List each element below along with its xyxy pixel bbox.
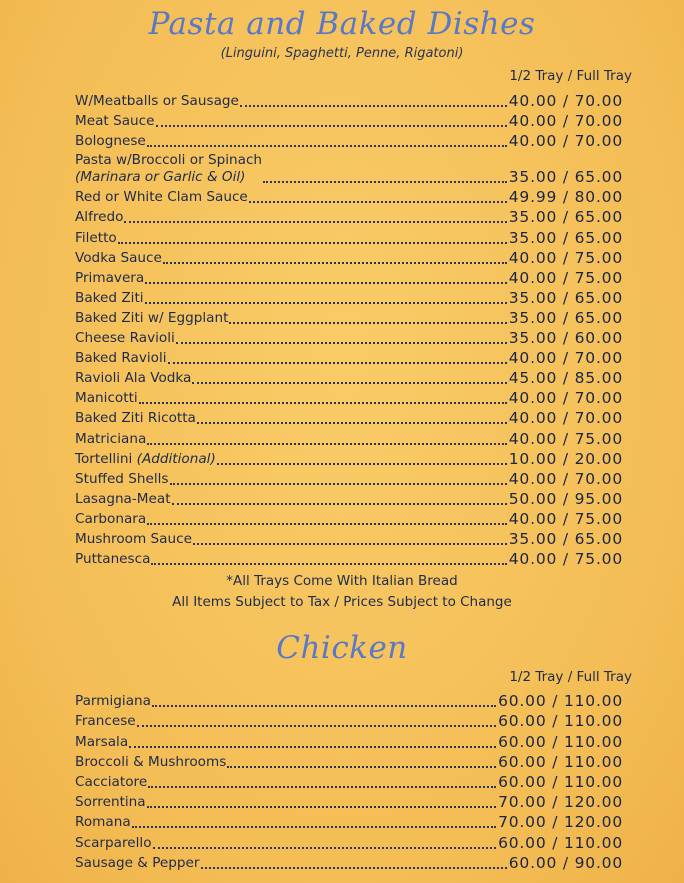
- menu-item-name-text: Bolognese: [75, 133, 146, 150]
- menu-item-price: 70.00 / 120.00: [498, 793, 623, 812]
- menu-item-row: [75, 407, 623, 427]
- menu-item-name-text: Sausage & Pepper: [75, 854, 200, 871]
- menu-item-price: 60.00 / 110.00: [498, 712, 623, 731]
- menu-item-price: 40.00 / 75.00: [508, 550, 623, 569]
- menu-item-name-text: Matriciana: [75, 430, 147, 447]
- menu-item-name: [75, 431, 146, 448]
- dot-leader: [118, 242, 507, 244]
- pasta-tray-header: 1/2 Tray / Full Tray: [509, 68, 632, 84]
- menu-item-price: 60.00 / 90.00: [508, 853, 623, 872]
- menu-item-price: 35.00 / 60.00: [508, 329, 623, 348]
- dot-leader: [147, 523, 507, 525]
- menu-item-row: [75, 710, 623, 730]
- menu-item-name-text: Broccoli & Mushrooms: [75, 753, 227, 770]
- menu-item-price: 40.00 / 70.00: [508, 469, 623, 488]
- menu-item-name: [75, 310, 228, 327]
- menu-item-row: [75, 150, 623, 186]
- dot-leader: [151, 563, 506, 565]
- menu-item-row: [75, 186, 623, 206]
- menu-item-name: [75, 551, 150, 568]
- menu-item-price: 40.00 / 75.00: [508, 429, 623, 448]
- menu-item-price: 35.00 / 65.00: [508, 288, 623, 307]
- chicken-tray-header: 1/2 Tray / Full Tray: [509, 669, 632, 685]
- menu-item-name-text: Baked Ziti w/ Eggplant: [75, 309, 229, 326]
- menu-item-row: [75, 387, 623, 407]
- dot-leader: [153, 847, 497, 849]
- menu-item-name-text: Baked Ziti Ricotta: [75, 410, 196, 427]
- menu-item-name: [75, 451, 216, 468]
- menu-item-row: [75, 247, 623, 267]
- menu-item-name-text: Vodka Sauce: [75, 249, 162, 266]
- menu-item-name: [75, 189, 248, 206]
- menu-item-row: [75, 367, 623, 387]
- dot-leader: [197, 422, 507, 424]
- pasta-section-subtitle: (Linguini, Spaghetti, Penne, Rigatoni): [220, 46, 464, 61]
- menu-item-name: [75, 855, 200, 872]
- menu-item-row: [75, 508, 623, 528]
- menu-item-name-text: Primavera: [75, 269, 145, 286]
- dot-leader: [139, 402, 507, 404]
- menu-item-name-text: Manicotti: [75, 390, 138, 407]
- menu-item-name: [75, 734, 128, 751]
- menu-item-name-text: Pasta w/Broccoli or Spinach: [75, 152, 263, 169]
- menu-item-name: [75, 693, 151, 710]
- menu-item-price: 40.00 / 70.00: [508, 92, 623, 111]
- menu-item-row: [75, 110, 623, 130]
- menu-item-name-text: Marsala: [75, 733, 129, 750]
- menu-item-name: [75, 835, 152, 852]
- menu-item-name: [75, 774, 147, 791]
- dot-leader: [147, 806, 496, 808]
- menu-item-row: [75, 448, 623, 468]
- menu-item-name: [75, 133, 146, 150]
- menu-item-row: [75, 730, 623, 750]
- menu-item-price: 49.99 / 80.00: [508, 188, 623, 207]
- menu-item-name: [75, 113, 155, 130]
- menu-item-price: 40.00 / 70.00: [508, 349, 623, 368]
- dot-leader: [227, 766, 496, 768]
- menu-item-price: 70.00 / 120.00: [498, 813, 623, 832]
- menu-item-row: [75, 327, 623, 347]
- menu-item-row: [75, 206, 623, 226]
- menu-item-row: [75, 307, 623, 327]
- menu-item-name-text: Scarparello: [75, 834, 152, 851]
- menu-item-name-text: Filetto: [75, 229, 117, 246]
- menu-item-name-text: Parmigiana: [75, 693, 151, 710]
- pasta-section-title: Pasta and Baked Dishes: [148, 6, 536, 42]
- menu-item-name-text: Cheese Ravioli: [75, 330, 175, 347]
- menu-item-row: [75, 771, 623, 791]
- menu-item-name-text: Baked Ziti: [75, 289, 144, 306]
- dot-leader: [249, 201, 507, 203]
- menu-item-name: [75, 754, 226, 771]
- menu-item-price: 40.00 / 75.00: [508, 509, 623, 528]
- menu-item-name-text: Alfredo: [75, 209, 124, 226]
- menu-item-name: [75, 93, 239, 110]
- menu-item-name-text: Mushroom Sauce: [75, 530, 192, 547]
- dot-leader: [148, 786, 496, 788]
- menu-item-name-text: Meat Sauce: [75, 113, 155, 130]
- menu-item-price: 40.00 / 70.00: [508, 112, 623, 131]
- chicken-section-title: Chicken: [276, 630, 408, 666]
- menu-item-price: 60.00 / 110.00: [498, 752, 623, 771]
- menu-item-name: [75, 410, 196, 427]
- dot-leader: [163, 262, 507, 264]
- menu-item-row: [75, 267, 623, 287]
- menu-item-name-detail: (Marinara or Garlic & Oil): [75, 169, 246, 186]
- menu-item-row: [75, 130, 623, 150]
- menu-item-name: [75, 250, 162, 267]
- dot-leader: [263, 181, 507, 183]
- menu-item-price: 50.00 / 95.00: [508, 489, 623, 508]
- dot-leader: [170, 483, 507, 485]
- menu-item-price: 40.00 / 70.00: [508, 409, 623, 428]
- menu-item-name-text: Ravioli Ala Vodka: [75, 370, 192, 387]
- menu-item-row: [75, 690, 623, 710]
- menu-item-name: [75, 531, 192, 548]
- tax-note: All Items Subject to Tax / Prices Subject to Change: [172, 594, 512, 610]
- dot-leader: [152, 705, 496, 707]
- menu-item-name-text: Carbonara: [75, 510, 147, 527]
- menu-item-name-text: Sorrentina: [75, 794, 146, 811]
- menu-item-name: [75, 370, 191, 387]
- menu-item-name-text: Puttanesca: [75, 551, 151, 568]
- menu-item-row: [75, 90, 623, 110]
- menu-item-row: [75, 287, 623, 307]
- dot-leader: [132, 826, 496, 828]
- menu-item-name-text: Tortellini: [75, 450, 133, 467]
- bread-note: *All Trays Come With Italian Bread: [226, 573, 458, 589]
- menu-item-name: [75, 390, 138, 407]
- dot-leader: [156, 125, 507, 127]
- menu-item-row: [75, 347, 623, 367]
- menu-item-price: 35.00 / 65.00: [508, 228, 623, 247]
- menu-item-name: [75, 330, 175, 347]
- menu-item-price: 60.00 / 110.00: [498, 732, 623, 751]
- menu-item-name: [75, 713, 136, 730]
- dot-leader: [201, 867, 507, 869]
- menu-item-price: 35.00 / 65.00: [508, 168, 623, 187]
- menu-item-row: [75, 548, 623, 568]
- menu-item-name: [75, 471, 169, 488]
- menu-item-name: [75, 270, 144, 287]
- dot-leader: [145, 302, 507, 304]
- menu-item-name-text: Romana: [75, 814, 131, 831]
- menu-item-price: 60.00 / 110.00: [498, 833, 623, 852]
- dot-leader: [147, 443, 506, 445]
- menu-item-name-text: Lasagna-Meat: [75, 490, 171, 507]
- menu-item-row: [75, 226, 623, 246]
- dot-leader: [229, 322, 506, 324]
- menu-item-row: [75, 831, 623, 851]
- dot-leader: [168, 362, 507, 364]
- menu-item-price: 60.00 / 110.00: [498, 772, 623, 791]
- dot-leader: [192, 382, 506, 384]
- menu-item-name: [75, 230, 117, 247]
- menu-item-name: [75, 350, 167, 367]
- menu-item-name: [75, 511, 146, 528]
- menu-item-price: 35.00 / 65.00: [508, 208, 623, 227]
- menu-item-row: [75, 791, 623, 811]
- dot-leader: [217, 463, 507, 465]
- menu-item-price: 60.00 / 110.00: [498, 692, 623, 711]
- menu-item-price: 10.00 / 20.00: [508, 449, 623, 468]
- dot-leader: [124, 221, 506, 223]
- dot-leader: [172, 503, 507, 505]
- dot-leader: [137, 725, 496, 727]
- menu-item-price: 35.00 / 65.00: [508, 308, 623, 327]
- menu-item-price: 40.00 / 70.00: [508, 389, 623, 408]
- menu-item-row: [75, 852, 623, 872]
- menu-item-price: 45.00 / 85.00: [508, 369, 623, 388]
- menu-item-name-text: W/Meatballs or Sausage: [75, 93, 239, 110]
- menu-item-name-text: Stuffed Shells: [75, 470, 169, 487]
- menu-item-row: [75, 488, 623, 508]
- menu-item-name-text: Cacciatore: [75, 773, 148, 790]
- menu-item-price: 35.00 / 65.00: [508, 529, 623, 548]
- menu-item-price: 40.00 / 70.00: [508, 132, 623, 151]
- dot-leader: [129, 746, 496, 748]
- menu-item-name-text: Red or White Clam Sauce: [75, 189, 248, 206]
- menu-item-row: [75, 427, 623, 447]
- dot-leader: [147, 145, 507, 147]
- menu-item-name-extra: (Additional): [136, 450, 216, 467]
- menu-item-row: [75, 811, 623, 831]
- menu-item-name-text: Baked Ravioli: [75, 350, 167, 367]
- menu-item-name: [75, 209, 123, 226]
- chicken-menu-list: [75, 690, 623, 872]
- dot-leader: [176, 342, 507, 344]
- menu-item-name: [75, 794, 146, 811]
- menu-item-name: [75, 152, 262, 186]
- menu-item-row: [75, 751, 623, 771]
- menu-item-row: [75, 528, 623, 548]
- menu-item-name: [75, 491, 171, 508]
- dot-leader: [240, 105, 507, 107]
- menu-item-name: [75, 290, 144, 307]
- menu-item-price: 40.00 / 75.00: [508, 268, 623, 287]
- pasta-menu-list: [75, 90, 623, 568]
- menu-item-name: [75, 814, 131, 831]
- menu-item-name-text: Francese: [75, 713, 136, 730]
- dot-leader: [145, 282, 507, 284]
- menu-item-row: [75, 468, 623, 488]
- menu-item-price: 40.00 / 75.00: [508, 248, 623, 267]
- dot-leader: [193, 543, 507, 545]
